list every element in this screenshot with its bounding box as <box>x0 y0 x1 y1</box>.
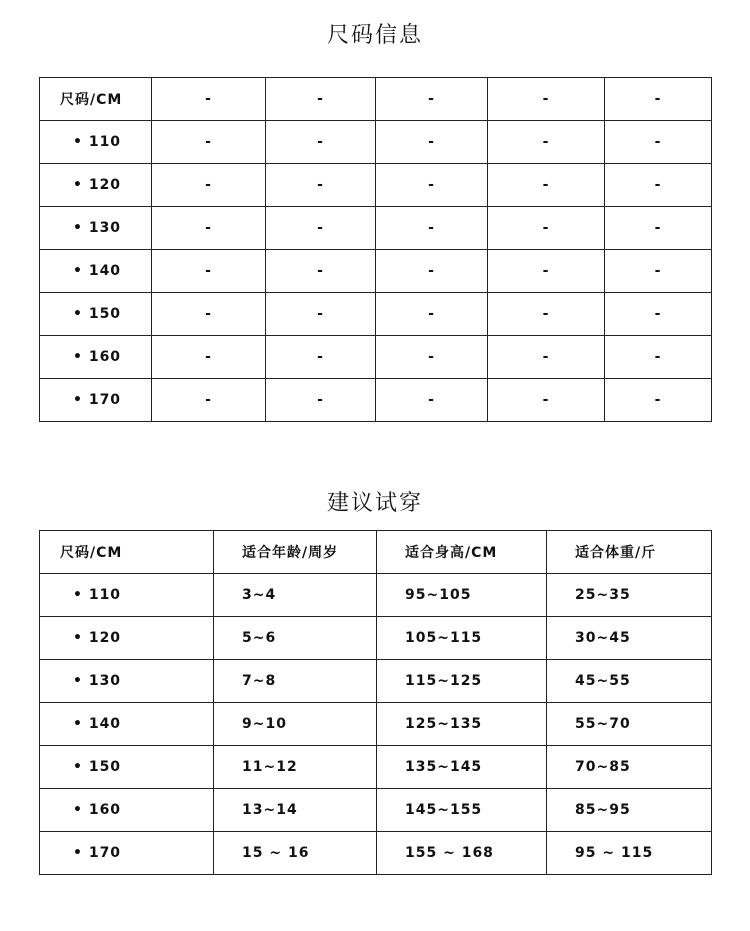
table-row <box>40 789 712 832</box>
height-cell: 95~105 <box>377 574 547 617</box>
table-cell: - <box>266 250 376 293</box>
try-on-table <box>39 530 712 875</box>
age-cell: 11~12 <box>214 746 377 789</box>
size-label: • 170 <box>40 832 214 875</box>
weight-cell: 25~35 <box>547 574 712 617</box>
table-cell: - <box>376 336 488 379</box>
try-on-header-height: 适合身高/CM <box>377 531 547 574</box>
weight-cell: 70~85 <box>547 746 712 789</box>
table-cell: - <box>376 121 488 164</box>
table-cell: - <box>152 293 266 336</box>
table-cell: - <box>488 379 605 422</box>
size-info-header-cell: - <box>376 78 488 121</box>
age-cell: 15 ~ 16 <box>214 832 377 875</box>
size-label: • 150 <box>40 293 152 336</box>
age-cell: 5~6 <box>214 617 377 660</box>
size-info-header-size: 尺码/CM <box>40 78 152 121</box>
table-cell: - <box>376 207 488 250</box>
age-cell: 13~14 <box>214 789 377 832</box>
table-row <box>40 703 712 746</box>
table-row <box>40 336 712 379</box>
table-cell: - <box>376 379 488 422</box>
table-cell: - <box>152 336 266 379</box>
height-cell: 145~155 <box>377 789 547 832</box>
table-row <box>40 164 712 207</box>
try-on-header-age: 适合年龄/周岁 <box>214 531 377 574</box>
table-row <box>40 574 712 617</box>
table-cell: - <box>605 121 712 164</box>
size-info-table <box>39 77 712 422</box>
table-row <box>40 379 712 422</box>
size-info-header-cell: - <box>605 78 712 121</box>
height-cell: 105~115 <box>377 617 547 660</box>
size-info-header-cell: - <box>152 78 266 121</box>
size-label: • 150 <box>40 746 214 789</box>
table-cell: - <box>152 121 266 164</box>
table-cell: - <box>605 250 712 293</box>
table-cell: - <box>605 207 712 250</box>
table-cell: - <box>488 164 605 207</box>
table-cell: - <box>605 336 712 379</box>
size-label: • 130 <box>40 207 152 250</box>
table-cell: - <box>605 379 712 422</box>
table-cell: - <box>488 293 605 336</box>
table-row <box>40 207 712 250</box>
size-info-title: 尺码信息 <box>326 23 423 48</box>
table-cell: - <box>266 293 376 336</box>
table-cell: - <box>152 250 266 293</box>
table-cell: - <box>605 164 712 207</box>
size-label: • 140 <box>40 250 152 293</box>
table-cell: - <box>152 379 266 422</box>
height-cell: 115~125 <box>377 660 547 703</box>
weight-cell: 55~70 <box>547 703 712 746</box>
table-cell: - <box>488 250 605 293</box>
try-on-header-size: 尺码/CM <box>40 531 214 574</box>
table-row <box>40 250 712 293</box>
size-label: • 110 <box>40 121 152 164</box>
table-cell: - <box>376 293 488 336</box>
age-cell: 7~8 <box>214 660 377 703</box>
table-cell: - <box>152 164 266 207</box>
try-on-header-row <box>40 531 712 574</box>
table-cell: - <box>266 379 376 422</box>
age-cell: 9~10 <box>214 703 377 746</box>
table-cell: - <box>266 121 376 164</box>
size-label: • 120 <box>40 164 152 207</box>
size-label: • 110 <box>40 574 214 617</box>
table-cell: - <box>266 336 376 379</box>
table-cell: - <box>488 207 605 250</box>
table-row <box>40 832 712 875</box>
size-label: • 160 <box>40 336 152 379</box>
table-row <box>40 293 712 336</box>
height-cell: 155 ~ 168 <box>377 832 547 875</box>
age-cell: 3~4 <box>214 574 377 617</box>
size-label: • 130 <box>40 660 214 703</box>
weight-cell: 85~95 <box>547 789 712 832</box>
try-on-header-weight: 适合体重/斤 <box>547 531 712 574</box>
table-cell: - <box>266 164 376 207</box>
table-cell: - <box>376 164 488 207</box>
table-row <box>40 746 712 789</box>
table-cell: - <box>488 121 605 164</box>
table-row <box>40 617 712 660</box>
table-row <box>40 121 712 164</box>
table-cell: - <box>605 293 712 336</box>
size-info-header-row <box>40 78 712 121</box>
table-row <box>40 660 712 703</box>
size-info-header-cell: - <box>266 78 376 121</box>
size-label: • 140 <box>40 703 214 746</box>
size-label: • 160 <box>40 789 214 832</box>
size-label: • 120 <box>40 617 214 660</box>
height-cell: 125~135 <box>377 703 547 746</box>
size-label: • 170 <box>40 379 152 422</box>
size-info-header-cell: - <box>488 78 605 121</box>
table-cell: - <box>266 207 376 250</box>
table-cell: - <box>376 250 488 293</box>
table-cell: - <box>152 207 266 250</box>
try-on-title: 建议试穿 <box>326 491 423 516</box>
weight-cell: 95 ~ 115 <box>547 832 712 875</box>
weight-cell: 30~45 <box>547 617 712 660</box>
table-cell: - <box>488 336 605 379</box>
height-cell: 135~145 <box>377 746 547 789</box>
weight-cell: 45~55 <box>547 660 712 703</box>
